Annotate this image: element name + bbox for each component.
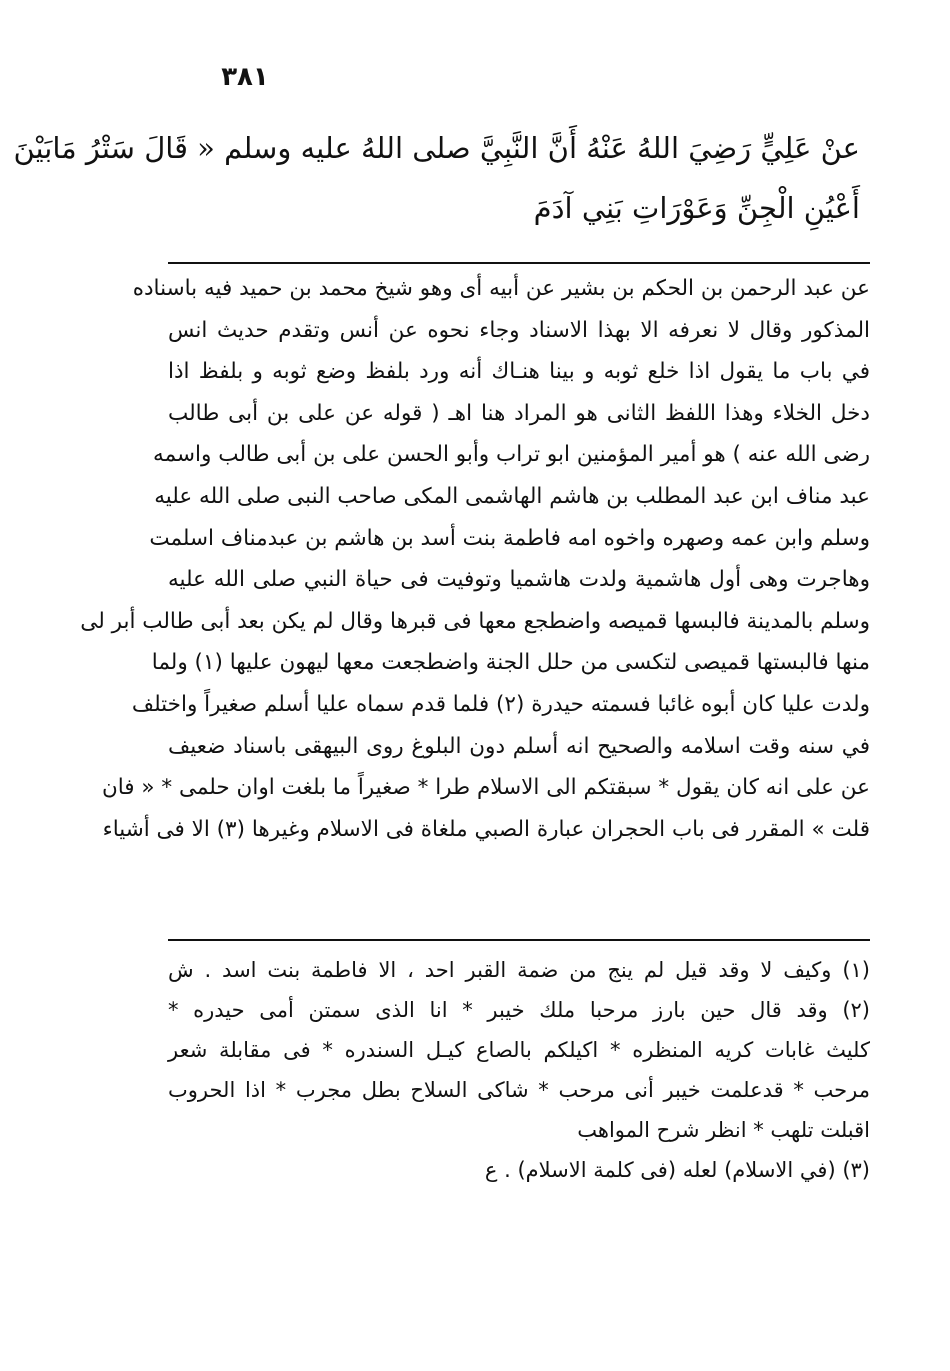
commentary-line: عن عبد الرحمن بن الحكم بن بشير عن أبيه أى وهو شيخ محمد بن حميد فيه باسناده (132, 276, 870, 301)
footnote-line: اقبلت تلهب * انظر شرح المواهب (577, 1118, 870, 1142)
commentary-line: ولدت عليا كان أبوه غائبا فسمته حيدرة (٢) فلما قدم سماه عليا أسلم صغيراً واختلف (131, 691, 870, 717)
footnote-line: كليث غابات كريه المنظره * اكيلكم بالصاع كيـل السندره * فى مقابلة شعر (168, 1038, 870, 1062)
commentary-line: المذكور وقال لا نعرفه الا بهذا الاسناد وجاء نحوه عن أنس وتقدم حديث انس (168, 317, 870, 343)
hadith-line: أَعْيُنِ الْجِنِّ وَعَوْرَاتِ بَنِي آدَمَ (533, 191, 860, 225)
footnote-line: (١) وكيف لا وقد قيل لم ينج من ضمة القبر احد ، الا فاطمة بنت اسد . ش (168, 958, 870, 982)
commentary-line: وهاجرت وهى أول هاشمية ولدت هاشميا وتوفيت فى حياة النبي صلى الله عليه (168, 567, 870, 593)
footnote-line: مرحب * قدعلمت خيبر أنى مرحب * شاكى السلاح بطل مجرب * اذا الحروب (168, 1078, 870, 1102)
commentary-line: قلت » المقرر فى باب الحجران عبارة الصبي ملغاة فى الاسلام وغيرها (٣) الا فى أشياء (102, 816, 870, 842)
commentary-line: عن على انه كان يقول * سبقتكم الى الاسلام طرا * صغيراً ما بلغت اوان حلمى * « فان (101, 775, 870, 801)
commentary-text (80, 268, 870, 850)
footnote-line: (٢) وقد قال حين بارز مرحبا ملك خيبر * انا الذى سمتن أمى حيدره * (168, 998, 870, 1022)
commentary-line: وسلم وابن عمه وصهره واخوه امه فاطمة بنت أسد بن هاشم بن عبدمناف اسلمت (149, 525, 870, 551)
footnotes (168, 950, 870, 1190)
top-divider (168, 262, 870, 264)
commentary-line: في سنه وقت اسلامه والصحيح انه أسلم دون البلوغ روى البيهقى باسناد ضعيف (168, 733, 870, 759)
page-number: ٣٨١ (221, 62, 269, 92)
commentary-line: منها فالبستها قميصى لتكسى من حلل الجنة واضطجعت معها ليهون عليها (١) ولما (151, 650, 870, 676)
footnote-divider (168, 939, 870, 941)
hadith-line: عنْ عَلِيٍّ رَضِيَ اللهُ عَنْهُ أَنَّ النَّبِيَّ صلى اللهُ عليه وسلم « قَالَ سَتْرُ مَابَيْنَ (13, 131, 860, 165)
footnote-line: (٣) (في الاسلام) لعله (فى كلمة الاسلام) . ع (484, 1158, 870, 1182)
commentary-line: دخل الخلاء وهذا اللفظ الثانى هو المراد هنا اهـ ( قوله عن على بن أبى طالب (168, 400, 870, 426)
hadith-text (13, 118, 860, 238)
commentary-line: وسلم بالمدينة فالبسها قميصه واضطجع معها فى قبرها وقال لم يكن بعد أبى طالب أبر لى (80, 608, 870, 634)
commentary-line: في باب ما يقول اذا خلع ثوبه و بينا هنـاك أنه ورد بلفظ وضع ثوبه و بلفظ اذا (168, 359, 870, 385)
commentary-line: عبد مناف ابن عبد المطلب بن هاشم الهاشمى المكى صاحب النبى صلى الله عليه (154, 483, 870, 509)
commentary-line: رضى الله عنه ) هو أمير المؤمنين ابو تراب وأبو الحسن على بن أبى طالب واسمه (153, 442, 870, 468)
